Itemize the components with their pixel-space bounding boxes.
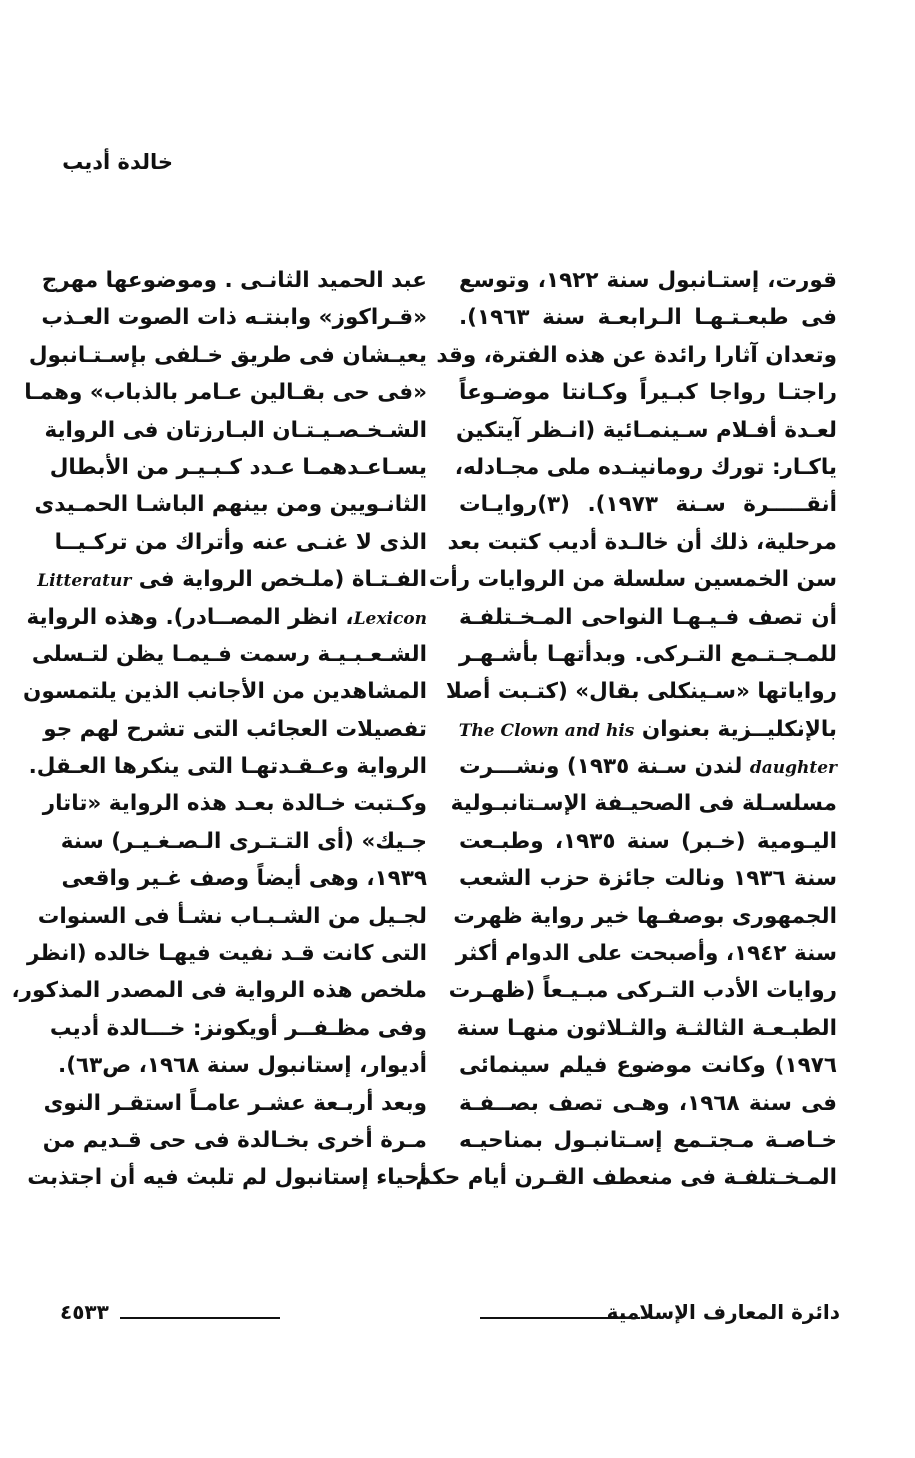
text-line: سنة ١٩٤٢، وأصبحت على الدوام أكثر [455, 941, 837, 967]
text-line: ١٩٧٦) وكانت موضوع فيلم سينمائى [459, 1053, 837, 1079]
text-line: الذى لا غنـى عنه وأتراك من تركـيــا [54, 529, 427, 555]
text-line: لجـيل من الشـبـاب نشـأ فى السنوات [37, 903, 427, 929]
text-line: الطبـعـة الثالثـة والثـلاثون منهـا سنة [456, 1015, 837, 1041]
text-line: يعيـشان فى طريق خـلفى بإسـتـانبول [28, 342, 427, 368]
running-header-title: خالدة أديب [62, 150, 173, 174]
text-column-left [11, 262, 427, 1197]
text-line: الشـخـصـيـتـان البـارزتان فى الرواية [44, 417, 427, 443]
text-line: جـيك» (أى التـتـرى الـصـغـيـر) سنة [60, 828, 427, 854]
text-line: فى سنة ١٩٦٨، وهـى تصف بصــفـة [459, 1090, 837, 1116]
text-line: عبد الحميد الثانـى . وموضوعها مهرج [41, 268, 427, 293]
text-line: وبعد أربـعة عشـر عامـاً استقـر النوى [43, 1090, 427, 1116]
text-line: رواياتها «سـينكلى بقال» (كتـبت أصلا [445, 679, 837, 705]
text-line: وتعدان آثارا رائدة عن هذه الفترة، وقد [436, 342, 837, 368]
text-line: الثانـويين ومن بينهم الباشـا الحمـيدى [34, 492, 427, 518]
text-line: فى طبعـتـهـا الـرابعـة سنة ١٩٦٣). [459, 305, 837, 331]
text-line: أحياء إستانبول لم تلبث فيه أن اجتذبت [27, 1165, 427, 1191]
text-line: أن تصف فـيـهـا النواحى المـخـتلفـة [459, 604, 837, 630]
text-line: وفى مظـفــر أويكونز: خـــالدة أديب [49, 1015, 427, 1041]
text-line-mixed [459, 748, 837, 785]
page-footer [60, 1300, 840, 1330]
text-line: يسـاعـدهمـا عـدد كـبـيـر من الأبطال [49, 454, 427, 480]
text-line: تفصيلات العجائب التى تشرح لهم جو [43, 716, 427, 742]
text-line: سنة ١٩٣٦ ونالت جائزة حزب الشعب [459, 866, 837, 892]
text-line: ملخص هذه الرواية فى المصدر المذكور، [11, 978, 427, 1004]
text-line: قورت، إستـانبول سنة ١٩٢٢، وتوسع [459, 268, 837, 293]
text-line-arabic: الفـتـاة (ملـخص الرواية فى [138, 567, 427, 593]
text-line: «قـراكوز» وابنتـه ذات الصوت العـذب [41, 305, 427, 331]
text-line: الرواية وعـقـدتهـا التى ينكرها العـقل. [28, 754, 427, 780]
text-line-arabic: ، انظر المصــادر). وهذه الرواية [26, 604, 354, 630]
footer-rule [120, 1317, 280, 1319]
text-line: راجتـا رواجا كبـيراً وكـانتا موضـوعاً [459, 380, 837, 406]
page-number: ٤٥٣٣ [60, 1300, 109, 1324]
text-line: ١٩٣٩، وهى أيضاً وصف غـير واقعى [61, 866, 427, 892]
text-line: مرحلية، ذلك أن خالـدة أديب كتبت بعد [447, 529, 837, 555]
text-line: لعـدة أفـلام سـينمـائية (انـظر آيتكين [455, 417, 837, 443]
text-line: ياكـار: تورك رومانينـده ملى مجـادله، [454, 454, 837, 480]
text-line-arabic: لندن سـنة ١٩٣٥) ونشـــرت [459, 754, 743, 780]
text-line: مسلسـلة فى الصحيـفة الإسـتانبـولية [450, 791, 837, 817]
text-line: للمـجـتـمع التـركى. وبدأتهـا بأشـهـر [459, 641, 837, 667]
text-column-right [415, 262, 837, 1197]
reference-title-latin: Lexicon [353, 608, 427, 629]
text-line: أديوار، إستانبول سنة ١٩٦٨، ص٦٣). [58, 1053, 427, 1079]
text-line: سن الخمسين سلسلة من الروايات رأت [428, 567, 837, 593]
text-line-arabic: بالإنكليــزية بعنوان [641, 716, 837, 742]
footer-title: دائرة المعارف الإسلامية [606, 1300, 840, 1324]
text-line: خـاصـة مـجتـمع إسـتانبـول بمناحيـه [459, 1127, 837, 1153]
text-line: التى كانت قـد نفيت فيهـا خالده (انظر [26, 941, 427, 967]
text-line-mixed [459, 711, 837, 748]
text-line: اليـومية (خـبر) سنة ١٩٣٥، وطبـعت [459, 828, 837, 854]
book-title-latin: daughter [749, 758, 837, 779]
text-line: الشـعـبـيـة رسمت فـيمـا يظن لتـسلى [31, 641, 427, 667]
text-line-mixed [26, 599, 427, 636]
book-title-latin: The Clown and his [458, 720, 635, 741]
text-line: أنقـــــرة سـنة ١٩٧٣). (٣)روايـات [459, 492, 837, 518]
reference-title-latin: Litteratur [37, 571, 132, 592]
footer-rule [480, 1317, 640, 1319]
text-line: الجمهورى بوصفـها خير رواية ظهرت [453, 903, 837, 929]
text-line: وكـتبت خـالدة بعـد هذه الرواية «تاتار [42, 791, 427, 817]
text-line: روايات الأدب التـركى مبـيـعاً (ظهـرت [448, 978, 837, 1004]
text-line: المشاهدين من الأجانب الذين يلتمسون [23, 679, 427, 705]
text-line: مـرة أخرى بخـالدة فى حى قـديم من [42, 1127, 427, 1153]
text-line-mixed [37, 561, 427, 598]
text-line: المـخـتلفـة فى منعطف القـرن أيام حكم [415, 1165, 837, 1191]
text-line: «فى حى بقـالين عـامر بالذباب» وهمـا [24, 380, 427, 406]
